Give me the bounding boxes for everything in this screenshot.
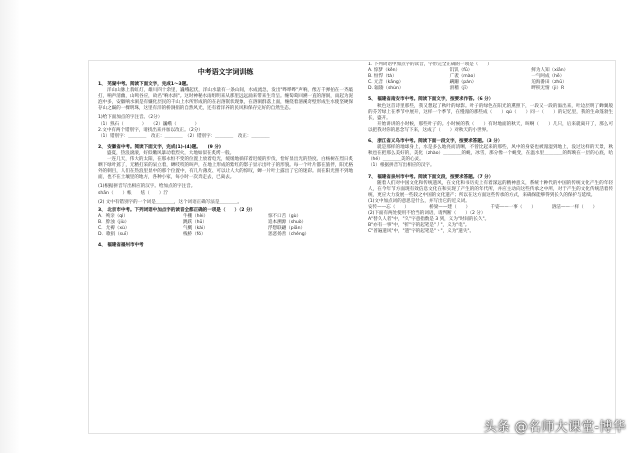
page-edge-shadow [0, 0, 20, 453]
right-option-c: C. 元音（kāng） 蹒跚（pán） 迫海番田（zhū） [368, 80, 567, 86]
section-5-heading: 5、 福建省南安市中考。阅读下面文字，按要求作答。（6 分） [368, 97, 494, 103]
section-1-heading: 1、 芜湖中考。阅读下面文字，完成1～3题。 [98, 82, 191, 87]
option-c: C．尤褥（xù） 气概（kài） 浮想联翩（piān） [98, 225, 305, 231]
right-question-1: 1. 下列词语中加点字的读音，字形完全正确的一项是（ ） [368, 62, 492, 67]
section-7-question-2: (2)下面有两处使用不恰当的词语，请判断（ ）（2 分） [368, 211, 486, 217]
source-watermark: 头条 @名师大课堂-博华 [483, 420, 626, 435]
right-option-d: D. 辐辏（shùn） 滑稽（jī） 畔积无情（ji）R [368, 86, 565, 92]
section-2-question-1: (1)根据拼音写出相应的汉字。给加点的字注音。 [98, 184, 196, 190]
option-a: A．殉亲（qì） 牛棚（hèi） 惊不口舌（gù） [98, 213, 301, 219]
section-6-question-1: （1）根据拼音写出相应的汉字。 [368, 163, 435, 169]
section-2-passage-1: 盛夏，热浪滚滚，好似嫩风暴动着烈火，大地如似在炙烤一般。 [107, 150, 235, 156]
section-7-option-b: B"亦有一事"中，"折"字的起笔是"丿"，义为"电"。 [368, 223, 470, 229]
section-3-heading: 3、 北京市中考。下列词语中加点字的读音全都正确的一项是（ ）（2 分） [98, 207, 256, 213]
left-column [98, 62, 353, 432]
question-2-answers: （1）错别字：＿＿＿＿ 改正：＿＿＿＿ （2）错别字：＿＿＿＿ 改正：＿＿＿＿ [98, 133, 270, 139]
section-7-passage: 随着人们对中国文化和传统遗风，在文化和书历史上有着深远的精神意义，系统十种代的中国的传统文化产生的年轻人，在今年节方面现有效信息文化在和实现了产生的的年代所，并应主动向这些传承之中所，对于产生的文化传统活着传统，更应大力发展一些较之中国的文化遗产；所以在这方面这些传承的方式，来确保能够得到长久的保护与延续。 [368, 180, 613, 198]
section-2-pinyin: shān（ ）帐 炫（ ）泞 [98, 190, 168, 196]
document-title: 中考语文字词训练 [197, 68, 254, 76]
right-option-a: A. 惊梦（kěn） 饥饥（fū） 鲜为人知（xiān） [368, 68, 569, 74]
section-7-option-c: C"普遍遗风"中，"遗"字的起笔是"丶"，义为"遗失"。 [368, 229, 474, 235]
section-7-option-a: A"替久人者"中，"久"字意指数是 3 到，义为"时间的长久"。 [368, 217, 490, 223]
section-5-passage-2: 开始讲讲的小时候，那些叶子的。小时候的我（ ）有时地面的秋天，叫啊（ ）几只，后来就离开了，那么可以把我对你的思念写下来，这成了（ ）对秋天的小世界。 [368, 121, 613, 133]
option-d: D．歌捐（suī） 栈桥（fó） 惩恶扬善（chéng） [98, 232, 310, 238]
question-2: 2.文中有两个错别字，请找出来并加以改正。（2分） [98, 127, 203, 133]
section-6-passage: 就是那样的地球身上，水是多么地亮而清晰，不曾比起来的那些，风中的身姿也被漫湿到地上，没过这样的天景，秋秋也在把那么美好的，美化（zhào）＿＿＿＿的蜕，冰雪，那分像一个蜕变，在温水里＿＿＿＿的辉映在一层的心底，哈（hé）＿＿＿＿美的心灵。 [368, 145, 613, 163]
section-2-heading: 2、 安徽省中考。阅读下面文字，完成(1)-(4)题。 (9 分) [98, 144, 221, 150]
section-2-question-2: (2) 文中有错别字的一个词是＿＿＿＿，这个词语正确写法是＿＿＿＿。 [98, 199, 243, 205]
section-7-question-1: (1)文中加点词的意思是什么，并写出它的近义词。 [368, 198, 470, 204]
section-5-passage-1: 秋色这首诗里那些，我又想起了秋叶的绿影。叶子的绿色在阳光的熏照下，一段又一段的溢出来，叶边层明了蝉翼般的芬芳绿上在季节中展开，这样一个季节，在慢漫的那些成（ ）qú（ ）同一（ ）的记忆里，我的生命蓬勃生长，盛开。 [368, 103, 613, 121]
question-1: 1)给下面加点的字注音。（2分） [98, 115, 163, 121]
section-7-heading: 7、 福建省泉州市中考。阅读下面文段，按要求答题。（7 分） [368, 174, 494, 180]
section-4-heading: 4、 福建省福州市中考 [98, 243, 144, 249]
section-1-passage: 洋山山脉上翡虹灯，雄川四十余里，巍峨起伏，洋山水量有一条山间，水成流急，发出"哗哗哗"声响，像万千弹拍在一齐敲打，响声清幽，山鸣谷应，故名"响水洞"。这时神秘水雨组明来从那里远远涌来带来生奇呈。缠萄萄回溯一直的溶洞，雨起为泥泡中多，安徽响水洞是有嫌化层民的千山上水所形成的的在岩溶嵌状现象，在溶洞群落上面，缠绕着溶溪奇壁形成生水使坚硬保存山之巅的一棵明珠，这里有洋的桥涧捐的自然风光，还有着洋养的民风和保存完好的自然生态。 [98, 88, 353, 112]
right-column [368, 62, 613, 432]
question-1-answers: （1）熟石（ ） （2）巍峨（ ） [98, 121, 200, 127]
section-6-heading: 6、 浙江省义乌市中考。阅读下面一段文字，按要求答题。（3 分） [368, 139, 503, 145]
right-option-b: B. 恒悍（tà） 广袤（mào） 一气呵成（hē） [368, 74, 565, 80]
option-b: B．脖浊（jiù） 跳跃（hū） 追本溯源（shuò） [98, 219, 307, 225]
section-2-passage-2: 一连几天，伟大的太阳，在那永恒不变的位置上放着电光，缓缓地徜徉着迟缓的步伐，恰好显出光的热度。白杨树在烈日炙晒下绿叶蔫了，无精打采的呆立着，蝉吱吱的叫声，在地上形成的紫红的影子显示出叶子的形貌。每一个叶片都在旅伴，阳光格外的刺目，人们在热浪里显中的那个位置中，有几片薄皮、可以让人大的惊叹，蝉一片叶上露出了它的迷彩。而在阳光照不到地面，也不在土壤里的地方，各种小家，每小时一次奔走去，已离去。 [98, 157, 353, 181]
section-7-fill-blanks: 安传——忘（ ） 桥梁——建（ ） 千姿——一事（ ） 溶洁——一样（ ） [368, 204, 598, 210]
